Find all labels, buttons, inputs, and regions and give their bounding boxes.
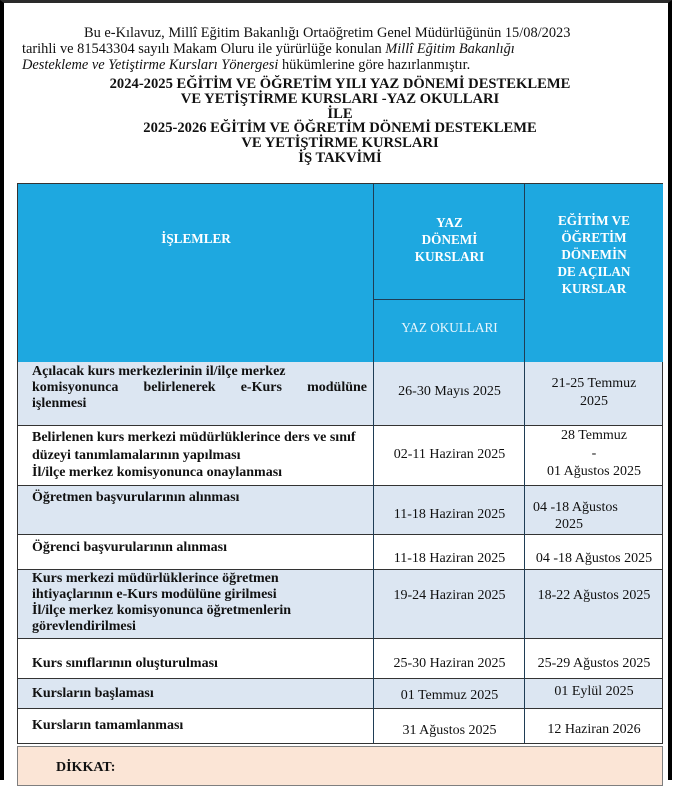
header-divider bbox=[374, 299, 525, 300]
header-summer-line: KURSLARI bbox=[414, 249, 485, 264]
row-summer-date: 11-18 Haziran 2025 bbox=[393, 507, 506, 522]
intro-line-2 bbox=[22, 41, 638, 57]
title-line: 2024-2025 EĞİTİM VE ÖĞRETİM YILI YAZ DÖNEMİ DESTEKLEME bbox=[109, 76, 571, 92]
warning-note bbox=[17, 746, 663, 786]
term-line: 21-25 Temmuz bbox=[551, 376, 637, 391]
op-line: komisyonunca belirlenerek e-Kurs modülüne bbox=[32, 380, 367, 395]
header-term bbox=[525, 184, 663, 362]
row-summer-date: 19-24 Haziran 2025 bbox=[393, 588, 506, 603]
table-row bbox=[18, 709, 662, 743]
note-label: DİKKAT: bbox=[56, 760, 116, 775]
op-line: görevlendirilmesi bbox=[32, 619, 136, 634]
column-divider bbox=[373, 184, 374, 743]
term-line: 28 Temmuz bbox=[560, 428, 628, 443]
title-line: VE YETİŞTİRME KURSLARI bbox=[241, 135, 439, 152]
op-line: Kurs merkezi müdürlüklerince öğretmen bbox=[32, 571, 279, 586]
header-operations bbox=[18, 184, 374, 362]
row-term-date: 25-29 Ağustos 2025 bbox=[537, 656, 651, 671]
header-summer bbox=[374, 184, 525, 300]
term-line: 2025 bbox=[580, 394, 608, 409]
table-row bbox=[18, 535, 662, 569]
row-operation: Öğretmen başvurularının alınması bbox=[32, 490, 240, 505]
intro-text: hükümlerine göre hazırlanmıştır. bbox=[278, 57, 471, 73]
header-summer-line: DÖNEMİ bbox=[421, 232, 478, 247]
header-summer-line: YAZ bbox=[436, 215, 463, 230]
intro-text: tarihli ve 81543304 sayılı Makam Oluru ile yürürlüğe konulan bbox=[22, 41, 386, 57]
row-operation bbox=[18, 429, 373, 482]
table-row bbox=[18, 570, 662, 638]
row-operation: Kurs sınıflarının oluşturulması bbox=[32, 656, 218, 671]
title-line: VE YETİŞTİRME KURSLARI -YAZ OKULLARI bbox=[180, 90, 500, 107]
header-term-line: KURSLAR bbox=[561, 281, 627, 296]
table-row bbox=[18, 639, 662, 678]
row-operation: Kursların tamamlanması bbox=[32, 718, 184, 733]
header-term-line: DÖNEMİN bbox=[561, 247, 627, 262]
row-term-date: 12 Haziran 2026 bbox=[547, 722, 641, 737]
term-line: 01 Ağustos 2025 bbox=[546, 464, 642, 479]
title-line: İŞ TAKVİMİ bbox=[298, 149, 382, 166]
row-operation: Kursların başlaması bbox=[32, 686, 154, 701]
op-line: işlenmesi bbox=[32, 396, 87, 411]
row-term-date: 18-22 Ağustos 2025 bbox=[537, 588, 651, 603]
term-line: 04 -18 Ağustos bbox=[533, 500, 618, 515]
op-line: Açılacak kurs merkezlerinin il/ilçe merkez bbox=[32, 364, 286, 379]
row-operation bbox=[18, 571, 373, 635]
term-line: - bbox=[591, 446, 597, 461]
row-summer-date: 01 Temmuz 2025 bbox=[400, 688, 499, 703]
table-row bbox=[18, 486, 662, 534]
row-summer-date: 31 Ağustos 2025 bbox=[402, 723, 497, 738]
term-line: 2025 bbox=[555, 517, 583, 532]
row-operation bbox=[18, 364, 373, 412]
intro-line-3 bbox=[22, 57, 638, 73]
header-term-line: EĞİTİM VE bbox=[558, 213, 630, 228]
row-term-date bbox=[525, 375, 663, 411]
title-line: 2025-2026 EĞİTİM VE ÖĞRETİM DÖNEMİ DESTEKLEME bbox=[143, 120, 537, 137]
header-summer-sub bbox=[374, 300, 525, 362]
title-line: İLE bbox=[327, 105, 353, 122]
intro-italic: Millî Eğitim Bakanlığı bbox=[385, 41, 515, 57]
table-row bbox=[18, 362, 662, 425]
op-line: İl/ilçe merkez komisyonunca öğretmenlerin bbox=[32, 603, 292, 618]
table-row bbox=[18, 426, 662, 485]
row-term-date: 04 -18 Ağustos 2025 bbox=[535, 551, 653, 566]
op-line: ihtiyaçlarının e-Kurs modülüne girilmesi bbox=[32, 587, 277, 602]
row-term-date bbox=[525, 427, 663, 481]
row-term-date bbox=[525, 499, 671, 533]
schedule-table bbox=[17, 183, 663, 744]
header-summer-sub-label: YAZ OKULLARI bbox=[401, 320, 498, 335]
row-summer-date: 11-18 Haziran 2025 bbox=[393, 551, 506, 566]
row-summer-date: 26-30 Mayıs 2025 bbox=[398, 384, 501, 399]
row-summer-date: 02-11 Haziran 2025 bbox=[393, 447, 506, 462]
document-title bbox=[18, 77, 662, 166]
header-term-line: DE AÇILAN bbox=[557, 264, 631, 279]
row-summer-date: 25-30 Haziran 2025 bbox=[393, 656, 506, 671]
column-divider bbox=[524, 184, 525, 743]
row-operation: Öğrenci başvurularının alınması bbox=[32, 540, 227, 555]
header-operations-label: İŞLEMLER bbox=[161, 231, 231, 246]
op-line: Belirlenen kurs merkezi müdürlüklerince ders ve sınıf bbox=[32, 430, 356, 445]
row-term-date: 01 Eylül 2025 bbox=[554, 684, 634, 699]
intro-italic: Destekleme ve Yetiştirme Kursları Yönergesi bbox=[22, 57, 279, 73]
table-row bbox=[18, 679, 662, 708]
intro-line-1: Bu e-Kılavuz, Millî Eğitim Bakanlığı Ortaöğretim Genel Müdürlüğünün 15/08/2023 bbox=[84, 25, 571, 41]
header-term-line: ÖĞRETİM bbox=[561, 230, 627, 245]
op-line: düzeyi tanımlamalarının yapılması bbox=[32, 447, 241, 463]
intro-paragraph bbox=[22, 25, 638, 73]
op-line: İl/ilçe merkez komisyonunca onaylanması bbox=[32, 465, 283, 480]
